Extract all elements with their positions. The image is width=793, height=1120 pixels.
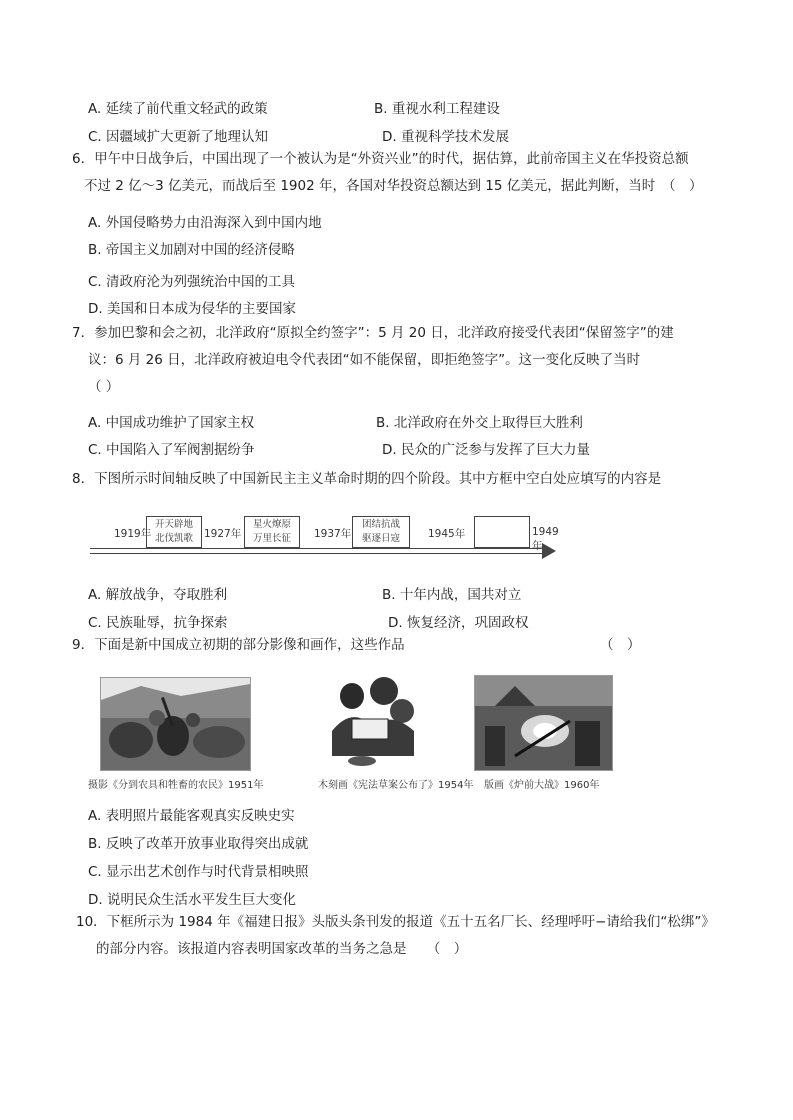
- timeline-year-1949: 1949年: [532, 526, 559, 552]
- timeline-year-1937: 1937年: [314, 528, 352, 540]
- q5-option-a: A. 延续了前代重文轻武的政策: [88, 101, 268, 117]
- q6-option-d: D. 美国和日本成为侵华的主要国家: [88, 301, 296, 317]
- q7-option-d: D. 民众的广泛参与发挥了巨大力量: [382, 442, 590, 458]
- q6-option-b: B. 帝国主义加剧对中国的经济侵略: [88, 242, 295, 258]
- q5-option-d: D. 重视科学技术发展: [382, 129, 509, 145]
- timeline-year-1919: 1919年: [114, 528, 152, 540]
- q7-stem-line1: 7．参加巴黎和会之初，北洋政府“原拟全约签字”：5 月 20 日，北洋政府接受代表团“保留签字”的建: [72, 325, 674, 341]
- q10-stem-line1: 10．下框所示为 1984 年《福建日报》头版头条刊发的报道《五十五名厂长、经理呼吁−请给我们“松绑”》: [76, 914, 715, 930]
- print-furnace-battle: [474, 675, 613, 771]
- timeline-box-1-line2: 北伐凯歌: [154, 533, 193, 544]
- q8-option-d: D. 恢复经济，巩固政权: [388, 615, 529, 631]
- furnace-print-image: [475, 676, 612, 770]
- timeline-box-1: [146, 516, 202, 548]
- q7-option-c: C. 中国陷入了军阀割据纷争: [88, 442, 255, 458]
- timeline-year-1927: 1927年: [204, 528, 242, 540]
- q9-stem: 9．下面是新中国成立初期的部分影像和画作，这些作品: [72, 637, 405, 653]
- q7-option-b: B. 北洋政府在外交上取得巨大胜利: [376, 415, 583, 431]
- timeline-box-3: [352, 516, 410, 548]
- timeline-box-3-line1: 团结抗战: [361, 519, 400, 530]
- timeline-year-1945: 1945年: [428, 528, 466, 540]
- timeline-box-2: [244, 516, 300, 548]
- q9-option-a: A. 表明照片最能客观真实反映史实: [88, 808, 295, 824]
- timeline-box-2-line1: 星火燎原: [252, 519, 291, 530]
- q5-option-b: B. 重视水利工程建设: [374, 101, 500, 117]
- timeline-box-3-line2: 驱逐日寇: [361, 533, 400, 544]
- timeline-arrow-icon: [542, 543, 556, 559]
- q7-stem-line3: （ ）: [88, 379, 120, 395]
- farmers-photo-image: [101, 678, 250, 770]
- timeline-axis: [90, 548, 546, 554]
- woodcut-image: [322, 671, 420, 769]
- q9-option-c: C. 显示出艺术创作与时代背景相映照: [88, 864, 309, 880]
- q9-answer-paren: （ ）: [600, 637, 641, 653]
- photo-caption-2: 木刻画《宪法草案公布了》1954年: [318, 780, 474, 791]
- q8-option-b: B. 十年内战，国共对立: [382, 587, 522, 603]
- timeline-box-2-line2: 万里长征: [252, 533, 291, 544]
- q10-stem-line2: 的部分内容。该报道内容表明国家改革的当务之急是 （ ）: [96, 941, 468, 957]
- photo-caption-1: 摄影《分到农具和牲畜的农民》1951年: [88, 780, 264, 791]
- q6-option-a: A. 外国侵略势力由沿海深入到中国内地: [88, 215, 322, 231]
- q8-option-c: C. 民族耻辱，抗争探索: [88, 615, 228, 631]
- woodcut-constitution-draft: [322, 671, 420, 769]
- timeline-box-1-line1: 开天辟地: [154, 519, 193, 530]
- q9-option-d: D. 说明民众生活水平发生巨大变化: [88, 892, 296, 908]
- timeline: [90, 508, 560, 556]
- q8-option-a: A. 解放战争，夺取胜利: [88, 587, 228, 603]
- photo-farmers-with-tools: [100, 677, 251, 771]
- timeline-box-blank: [474, 516, 530, 548]
- q7-stem-line2: 议：6 月 26 日，北洋政府被迫电令代表团“如不能保留，即拒绝签字”。这一变化反映了当时: [88, 352, 641, 368]
- q9-option-b: B. 反映了改革开放事业取得突出成就: [88, 836, 309, 852]
- q7-option-a: A. 中国成功维护了国家主权: [88, 415, 255, 431]
- q6-stem-line1: 6．甲午中日战争后，中国出现了一个被认为是“外资兴业”的时代，据估算，此前帝国主义在华投资总额: [72, 151, 689, 167]
- q8-stem: 8．下图所示时间轴反映了中国新民主主义革命时期的四个阶段。其中方框中空白处应填写的内容是: [72, 471, 662, 487]
- q6-stem-line2: 不过 2 亿～3 亿美元，而战后至 1902 年，各国对华投资总额达到 15 亿美元，据此判断，当时 （ ）: [84, 178, 703, 194]
- q6-option-c: C. 清政府沦为列强统治中国的工具: [88, 274, 296, 290]
- q5-option-c: C. 因疆域扩大更新了地理认知: [88, 129, 269, 145]
- photo-caption-3: 版画《炉前大战》1960年: [484, 780, 600, 791]
